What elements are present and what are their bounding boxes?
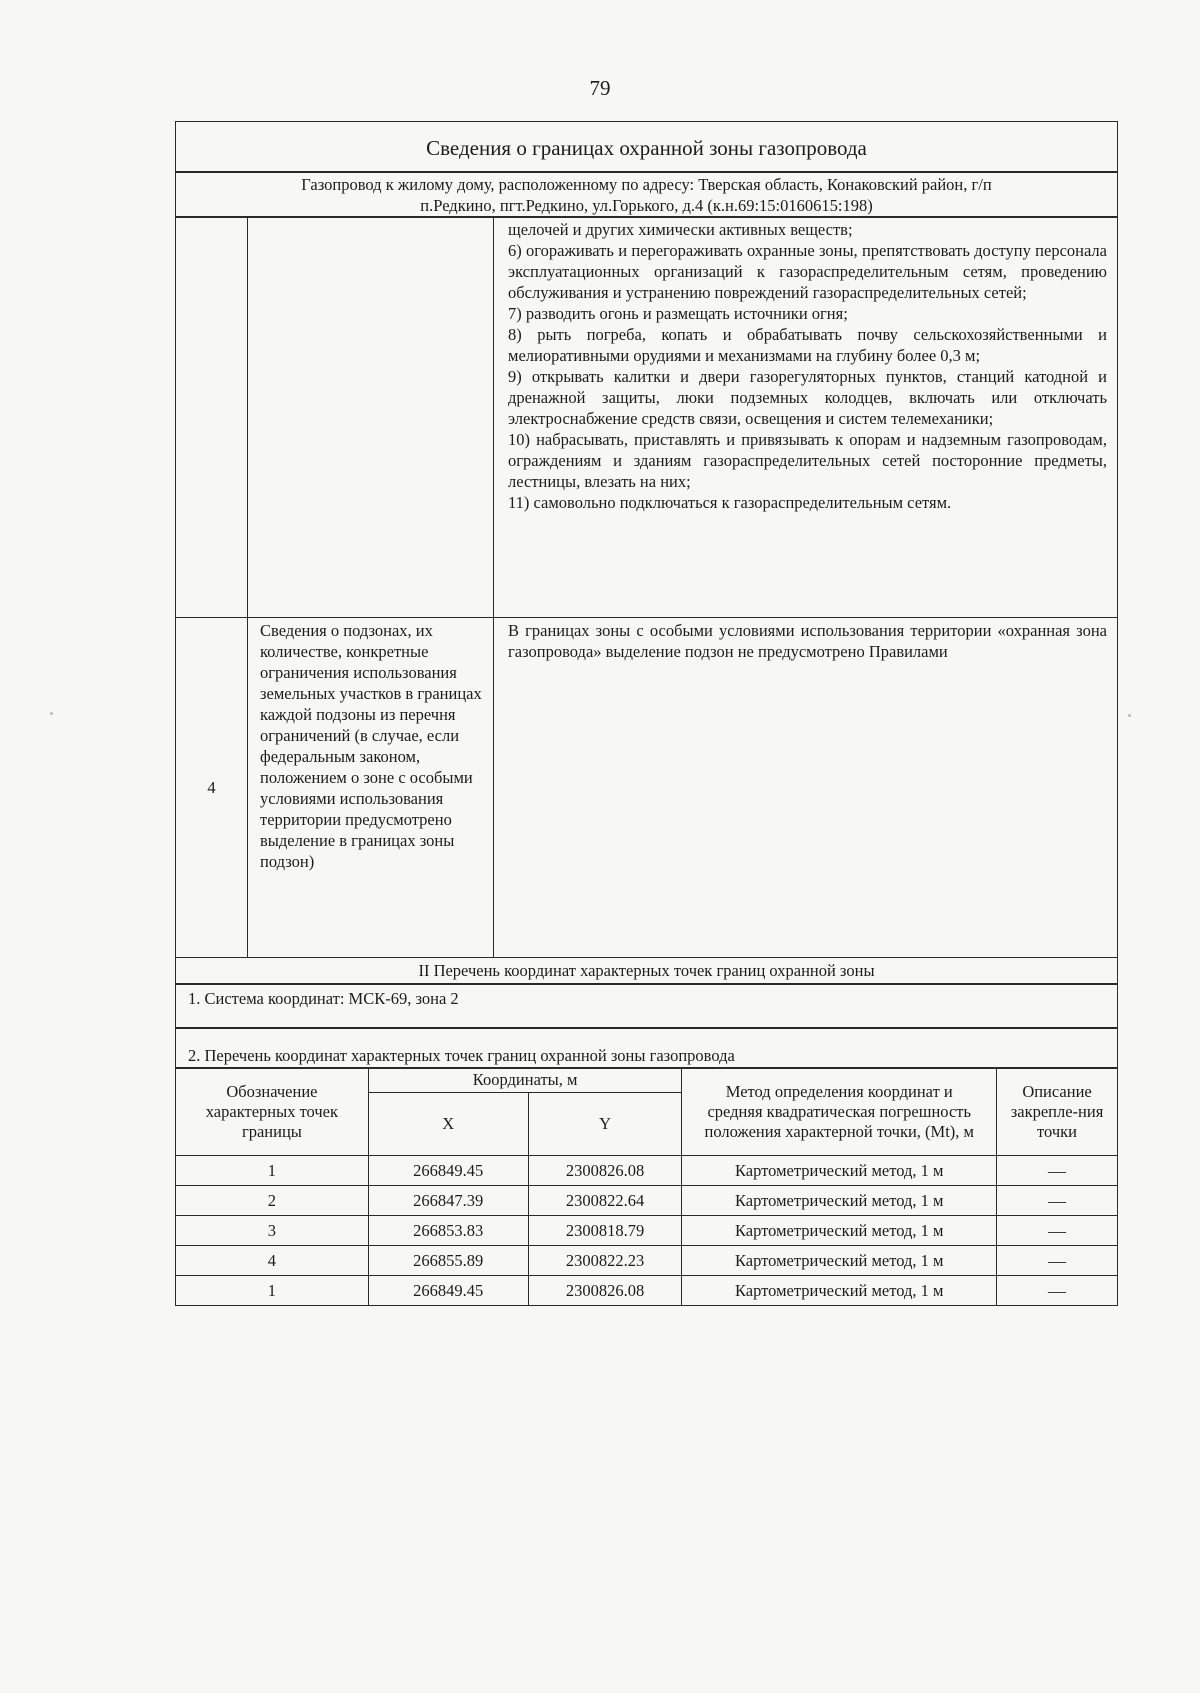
restriction-item: щелочей и других химически активных веществ; <box>508 220 853 239</box>
row4-text: В границах зоны с особыми условиями использования территории «охранная зона газопровода» выделение подзон не предусмотрено Правилами <box>494 617 1117 957</box>
cell-y: 2300818.79 <box>528 1216 682 1246</box>
cell-method: Картометрический метод, 1 м <box>682 1216 997 1246</box>
object-description <box>175 171 1118 218</box>
cell-method: Картометрический метод, 1 м <box>682 1276 997 1306</box>
restrictions-list <box>494 217 1117 617</box>
cell-method: Картометрический метод, 1 м <box>682 1246 997 1276</box>
object-description-line-2: п.Редкино, пгт.Редкино, ул.Горького, д.4 (к.н.69:15:0160615:198) <box>420 196 873 215</box>
cell-x: 266847.39 <box>368 1186 528 1216</box>
cell-point: 1 <box>176 1276 369 1306</box>
cell-desc: — <box>997 1186 1118 1216</box>
header-y: Y <box>528 1093 682 1156</box>
cell-y: 2300826.08 <box>528 1156 682 1186</box>
header-point: Обозначение характерных точек границы <box>176 1068 369 1156</box>
restriction-item: 10) набрасывать, приставлять и привязывать к опорам и надземным газопроводам, ограждениям и зданиям газораспределительных сетей посторонние предметы, лестницы, влезать на них; <box>508 430 1107 491</box>
cell-x: 266853.83 <box>368 1216 528 1246</box>
restriction-item: 8) рыть погреба, копать и обрабатывать почву сельскохозяйственными и мелиоративными орудиями и механизмами на глубину более 0,3 м; <box>508 325 1107 365</box>
restriction-item: 7) разводить огонь и размещать источники огня; <box>508 304 848 323</box>
zone-info-table <box>175 216 1118 958</box>
scan-speck <box>1128 714 1131 717</box>
cell-point: 1 <box>176 1156 369 1186</box>
row3-number-cell <box>176 217 248 617</box>
cell-y: 2300822.23 <box>528 1246 682 1276</box>
page-number: 79 <box>589 76 611 100</box>
cell-point: 3 <box>176 1216 369 1246</box>
section-2-title: II Перечень координат характерных точек границ охранной зоны <box>175 957 1118 985</box>
row4-label: Сведения о подзонах, их количестве, конкретные ограничения использования земельных участков в границах каждой подзоны из перечня ограничений (в случае, если федеральным законом, положением о зоне с особыми условиями использования территории предусмотрено выделение в границах зоны подзон) <box>248 617 494 957</box>
table-row <box>176 1276 1118 1306</box>
restriction-item: 11) самовольно подключаться к газораспределительным сетям. <box>508 493 952 512</box>
cell-desc: — <box>997 1216 1118 1246</box>
table-row <box>176 1216 1118 1246</box>
row3-label-cell <box>248 217 494 617</box>
scan-speck <box>50 712 53 715</box>
coordinate-list-title: 2. Перечень координат характерных точек границ охранной зоны газопровода <box>175 1027 1118 1069</box>
table-row <box>176 1246 1118 1276</box>
cell-point: 2 <box>176 1186 369 1216</box>
header-method <box>682 1068 997 1156</box>
cell-desc: — <box>997 1276 1118 1306</box>
table-row <box>176 1156 1118 1186</box>
coordinates-table <box>175 1067 1118 1306</box>
coordinate-system: 1. Система координат: МСК-69, зона 2 <box>175 983 1118 1029</box>
cell-x: 266855.89 <box>368 1246 528 1276</box>
header-coordinates: Координаты, м <box>368 1068 682 1093</box>
cell-method: Картометрический метод, 1 м <box>682 1186 997 1216</box>
restriction-item: 6) огораживать и перегораживать охранные зоны, препятствовать доступу персонала эксплуатационных организаций к газораспределительным сетям, проведению обслуживания и устранению повреждений газораспределительных сетей; <box>508 241 1107 302</box>
restriction-item: 9) открывать калитки и двери газорегуляторных пунктов, станций катодной и дренажной защиты, люки подземных колодцев, включать или отключать электроснабжение средств связи, освещения и систем телемеханики; <box>508 367 1107 428</box>
cell-y: 2300826.08 <box>528 1276 682 1306</box>
cell-method: Картометрический метод, 1 м <box>682 1156 997 1186</box>
header-x: X <box>368 1093 528 1156</box>
cell-desc: — <box>997 1246 1118 1276</box>
cell-x: 266849.45 <box>368 1276 528 1306</box>
cell-point: 4 <box>176 1246 369 1276</box>
cell-x: 266849.45 <box>368 1156 528 1186</box>
table-row <box>176 1186 1118 1216</box>
object-description-line-1: Газопровод к жилому дому, расположенному по адресу: Тверская область, Конаковский район, г/п <box>301 175 992 194</box>
header-description: Описание закрепле-ния точки <box>997 1068 1118 1156</box>
document-title: Сведения о границах охранной зоны газопровода <box>175 121 1118 173</box>
cell-desc: — <box>997 1156 1118 1186</box>
row4-number: 4 <box>176 617 248 957</box>
header-method-text: Метод определения координат и средняя квадратическая погрешность положения характерной точки, (Mt), м <box>704 1081 974 1141</box>
cell-y: 2300822.64 <box>528 1186 682 1216</box>
